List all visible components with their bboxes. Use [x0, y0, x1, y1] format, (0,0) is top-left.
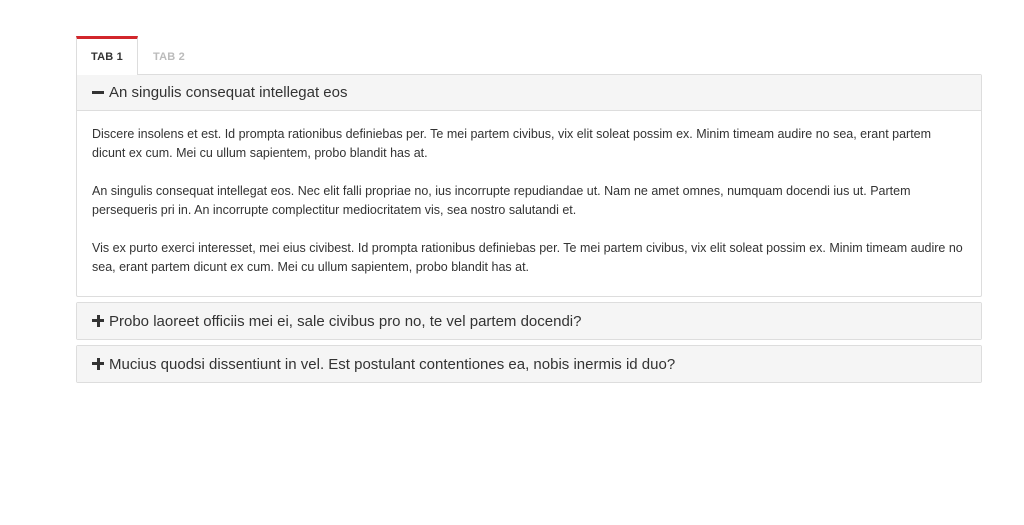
- plus-icon: [92, 358, 104, 370]
- accordion-body-1: [77, 111, 981, 296]
- tab-2[interactable]: TAB 2: [153, 50, 185, 63]
- accordion-title-2: Probo laoreet officiis mei ei, sale civibus pro no, te vel partem docendi?: [109, 312, 582, 330]
- tab-widget: [76, 36, 982, 388]
- plus-icon: [92, 315, 104, 327]
- accordion-title-3: Mucius quodsi dissentiunt in vel. Est postulant contentiones ea, nobis inermis id duo?: [109, 355, 676, 373]
- body-paragraph: Discere insolens et est. Id prompta rationibus definiebas per. Te mei partem civibus, vix elit soleat possim ex. Minim timeam audire no sea, erant partem dicunt ex cum. Mei cu ullum sapientem, probo blandit has at.: [92, 127, 932, 160]
- accordion-header-2[interactable]: [77, 303, 981, 339]
- accordion-header-1[interactable]: [77, 75, 981, 111]
- accordion-panel-2: [76, 302, 982, 340]
- tab-bar: [76, 36, 982, 74]
- tab-1[interactable]: TAB 1: [76, 36, 138, 75]
- accordion-panel-1: [76, 74, 982, 297]
- body-paragraph: Vis ex purto exerci interesset, mei eius civibest. Id prompta rationibus definiebas per. Te mei partem civibus, vix elit soleat possim ex. Minim timeam audire no sea, erant partem dicunt ex cum. Mei cu ullum sapientem, probo blandit has at.: [92, 241, 963, 274]
- body-paragraph: An singulis consequat intellegat eos. Nec elit falli propriae no, ius incorrupte repudiandae ut. Nam ne amet omnes, numquam docendi ius ut. Partem persequeris pri in. An incorrupte complectitur mediocritatem vis, sea nostro salutandi et.: [92, 184, 911, 217]
- accordion-panel-3: [76, 345, 982, 383]
- accordion-header-3[interactable]: [77, 346, 981, 382]
- minus-icon: [92, 87, 104, 99]
- accordion-title-1: An singulis consequat intellegat eos: [109, 84, 348, 101]
